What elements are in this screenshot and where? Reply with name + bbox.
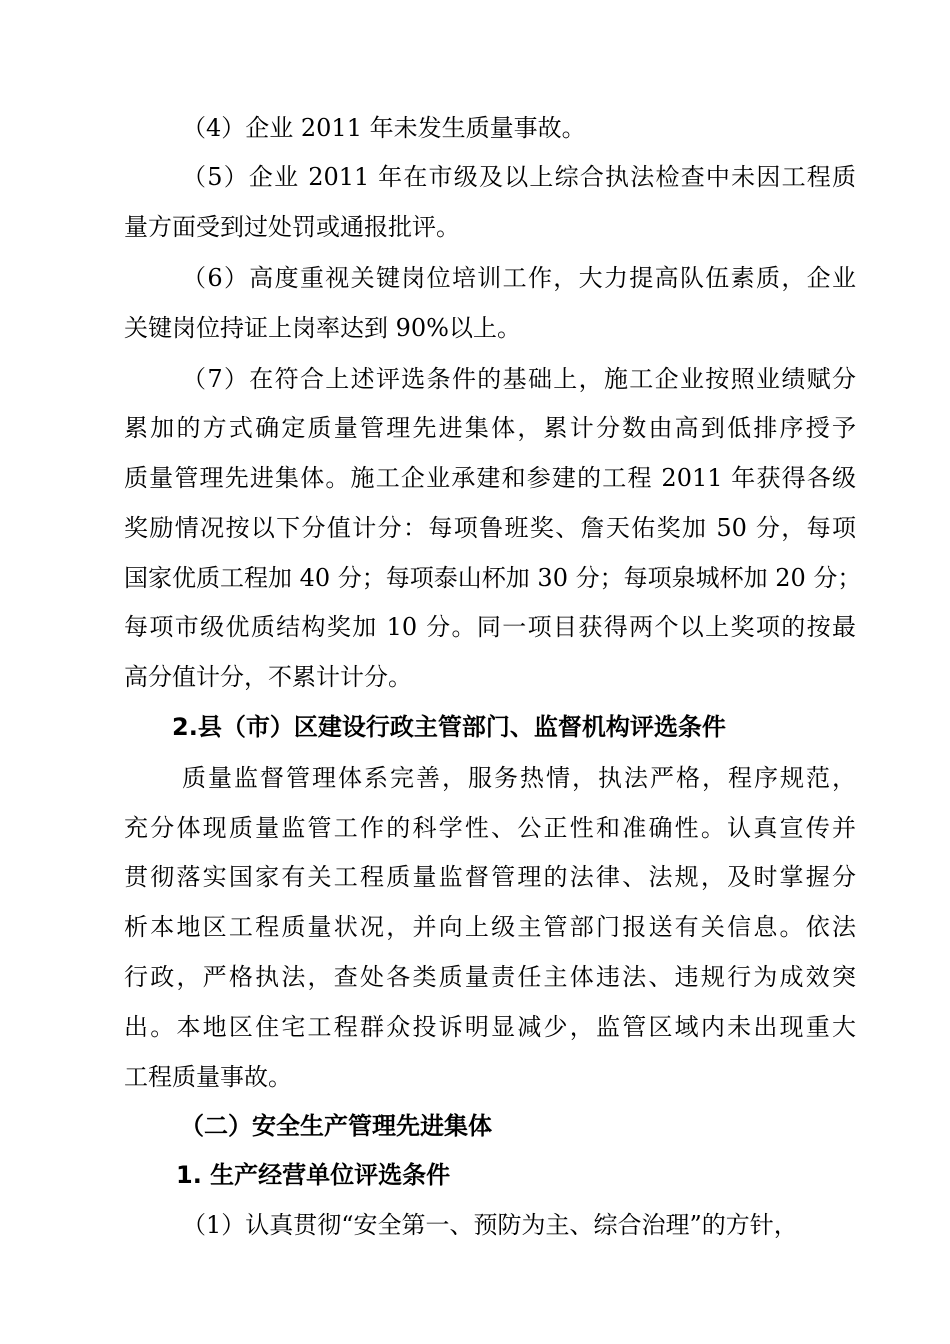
- paragraph-line: 贯彻落实国家有关工程质量监督管理的法律、法规，及时掌握分: [124, 863, 856, 891]
- paragraph-line: 充分体现质量监管工作的科学性、公正性和准确性。认真宣传并: [124, 814, 856, 842]
- paragraph-line: （5）企业 2011 年在市级及以上综合执法检查中未因工程质: [182, 163, 856, 191]
- paragraph-line: （6）高度重视关键岗位培训工作，大力提高队伍素质，企业: [182, 264, 856, 292]
- paragraph-line: 质量管理先进集体。施工企业承建和参建的工程 2011 年获得各级: [124, 464, 856, 492]
- paragraph-line: 工程质量事故。: [124, 1063, 292, 1091]
- paragraph-line: 关键岗位持证上岗率达到 90%以上。: [124, 314, 521, 342]
- paragraph-line: （4）企业 2011 年未发生质量事故。: [182, 114, 586, 142]
- paragraph-line: 析本地区工程质量状况，并向上级主管部门报送有关信息。依法: [124, 913, 856, 941]
- paragraph-line: 量方面受到过处罚或通报批评。: [124, 213, 460, 241]
- subsection-heading: 1. 生产经营单位评选条件: [176, 1161, 451, 1189]
- paragraph-line: （7）在符合上述评选条件的基础上，施工企业按照业绩赋分: [182, 365, 856, 393]
- paragraph-line: （1）认真贯彻“安全第一、预防为主、综合治理”的方针，: [182, 1211, 798, 1239]
- paragraph-line: 国家优质工程加 40 分；每项泰山杯加 30 分；每项泉城杯加 20 分；: [124, 564, 862, 592]
- paragraph-line: 奖励情况按以下分值计分：每项鲁班奖、詹天佑奖加 50 分，每项: [124, 514, 856, 542]
- paragraph-line: 出。本地区住宅工程群众投诉明显减少，监管区域内未出现重大: [124, 1013, 856, 1041]
- section-heading: （二）安全生产管理先进集体: [180, 1112, 492, 1140]
- paragraph-line: 行政，严格执法，查处各类质量责任主体违法、违规行为成效突: [124, 963, 856, 991]
- paragraph-line: 高分值计分，不累计计分。: [124, 663, 412, 691]
- section-heading: 2.县（市）区建设行政主管部门、监督机构评选条件: [172, 713, 726, 741]
- paragraph-line: 质量监督管理体系完善，服务热情，执法严格，程序规范，: [182, 764, 856, 792]
- paragraph-line: 每项市级优质结构奖加 10 分。同一项目获得两个以上奖项的按最: [124, 613, 856, 641]
- paragraph-line: 累加的方式确定质量管理先进集体，累计分数由高到低排序授予: [124, 414, 856, 442]
